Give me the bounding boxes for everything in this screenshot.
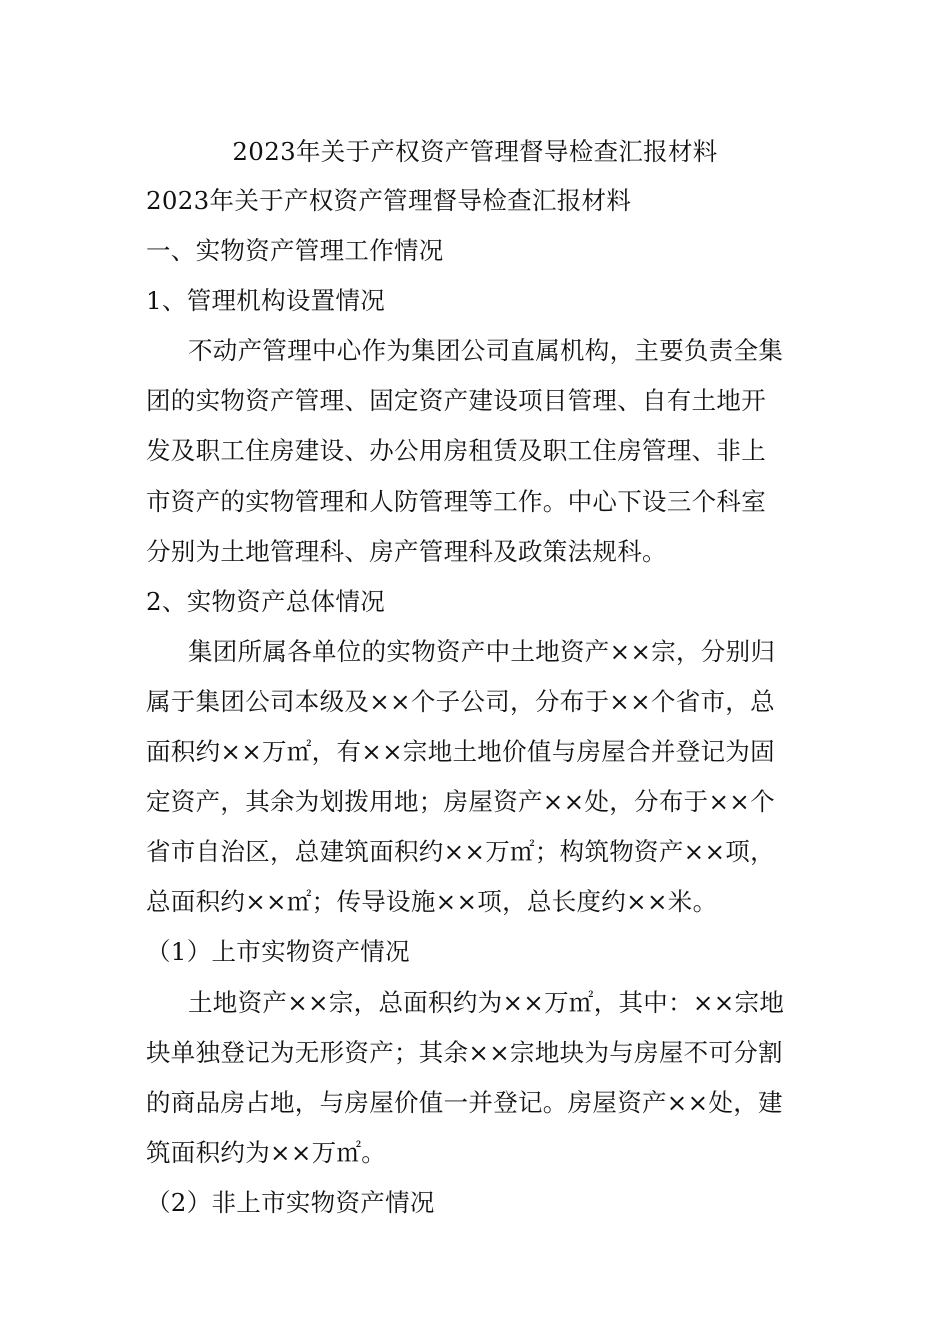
paragraph-line: 的商品房占地，与房屋价值一并登记。房屋资产××处，建 <box>146 1087 783 1117</box>
paragraph-line: 省市自治区，总建筑面积约××万㎡；构筑物资产××项， <box>146 837 775 867</box>
paragraph-management-structure <box>146 326 810 576</box>
paragraph-line: 定资产，其余为划拨用地；房屋资产××处，分布于××个 <box>146 787 775 817</box>
paragraph-line: 总面积约××㎡；传导设施××项，总长度约××米。 <box>146 887 718 917</box>
document-body <box>146 176 810 1228</box>
paragraph-line: 不动产管理中心作为集团公司直属机构，主要负责全集 <box>188 336 784 366</box>
paragraph-line: 发及职工住房建设、办公用房租赁及职工住房管理、非上 <box>146 436 766 466</box>
subsection-heading-1: 1、管理机构设置情况 <box>146 286 386 316</box>
subsection-heading-2: 2、实物资产总体情况 <box>146 586 386 616</box>
paragraph-line: 块单独登记为无形资产；其余××宗地块为与房屋不可分割 <box>146 1037 783 1067</box>
paragraph-line: 分别为土地管理科、房产管理科及政策法规科。 <box>146 536 667 566</box>
paragraph-line: 面积约××万㎡，有××宗地土地价值与房屋合并登记为固 <box>146 737 775 767</box>
document-title: 2023年关于产权资产管理督导检查汇报材料 <box>232 137 718 166</box>
paragraph-asset-overview <box>146 627 810 928</box>
paragraph-line: 市资产的实物管理和人防管理等工作。中心下设三个科室 <box>146 486 766 516</box>
document-subtitle: 2023年关于产权资产管理督导检查汇报材料 <box>146 186 632 215</box>
subsection-heading-listed: （1）上市实物资产情况 <box>146 937 410 967</box>
section-heading-1: 一、实物资产管理工作情况 <box>146 236 444 266</box>
paragraph-line: 筑面积约为××万㎡。 <box>146 1137 387 1167</box>
subsection-heading-unlisted: （2）非上市实物资产情况 <box>146 1187 435 1217</box>
paragraph-listed-assets <box>146 978 810 1178</box>
paragraph-line: 集团所属各单位的实物资产中土地资产××宗，分别归 <box>188 636 776 666</box>
paragraph-line: 土地资产××宗，总面积约为××万㎡，其中：××宗地 <box>188 987 785 1017</box>
paragraph-line: 属于集团公司本级及××个子公司，分布于××个省市，总 <box>146 686 775 716</box>
paragraph-line: 团的实物资产管理、固定资产建设项目管理、自有土地开 <box>146 386 766 416</box>
